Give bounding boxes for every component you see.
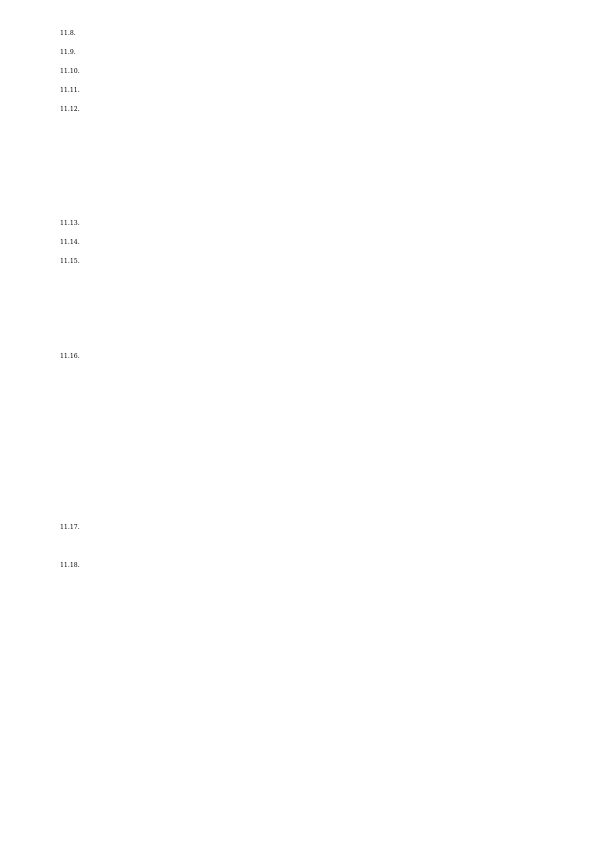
item-number: 11.17. xyxy=(60,524,80,531)
item-number: 11.12. xyxy=(60,106,80,113)
list-item xyxy=(60,162,554,172)
item-11-13 xyxy=(60,219,554,229)
list-item xyxy=(60,466,554,476)
item-number: 11.9. xyxy=(60,49,76,56)
item-11-12 xyxy=(60,105,554,115)
item-number: 11.10. xyxy=(60,68,80,75)
item-11-17 xyxy=(60,523,554,533)
item-number: 11.11. xyxy=(60,87,80,94)
item-number: 11.14. xyxy=(60,239,80,246)
item-11-10 xyxy=(60,67,554,77)
item-number: 11.8. xyxy=(60,30,76,37)
list-item xyxy=(60,143,554,153)
list-item xyxy=(60,371,554,381)
item-11-11 xyxy=(60,86,554,96)
item-11-15 xyxy=(60,257,554,267)
item-number: 11.13. xyxy=(60,220,80,227)
list-item xyxy=(60,409,554,419)
item-11-14 xyxy=(60,238,554,248)
list-item xyxy=(60,181,554,191)
list-item xyxy=(60,295,554,305)
item-number: 11.18. xyxy=(60,562,80,569)
list-item xyxy=(60,390,554,400)
item-11-16 xyxy=(60,352,554,362)
item-number: 11.15. xyxy=(60,258,80,265)
paragraph xyxy=(60,333,554,343)
paragraph xyxy=(60,504,554,514)
item-11-18 xyxy=(60,561,554,571)
document-body xyxy=(60,10,554,571)
list-item xyxy=(60,485,554,495)
item-11-9 xyxy=(60,48,554,58)
item-11-8 xyxy=(60,29,554,39)
list-item xyxy=(60,124,554,134)
paragraph xyxy=(60,428,554,438)
paragraph xyxy=(60,542,554,552)
paragraph xyxy=(60,10,554,20)
list-item-with-link[interactable] xyxy=(60,200,554,210)
list-item xyxy=(60,276,554,286)
item-number: 11.16. xyxy=(60,353,80,360)
list-item xyxy=(60,447,554,457)
list-item xyxy=(60,314,554,324)
